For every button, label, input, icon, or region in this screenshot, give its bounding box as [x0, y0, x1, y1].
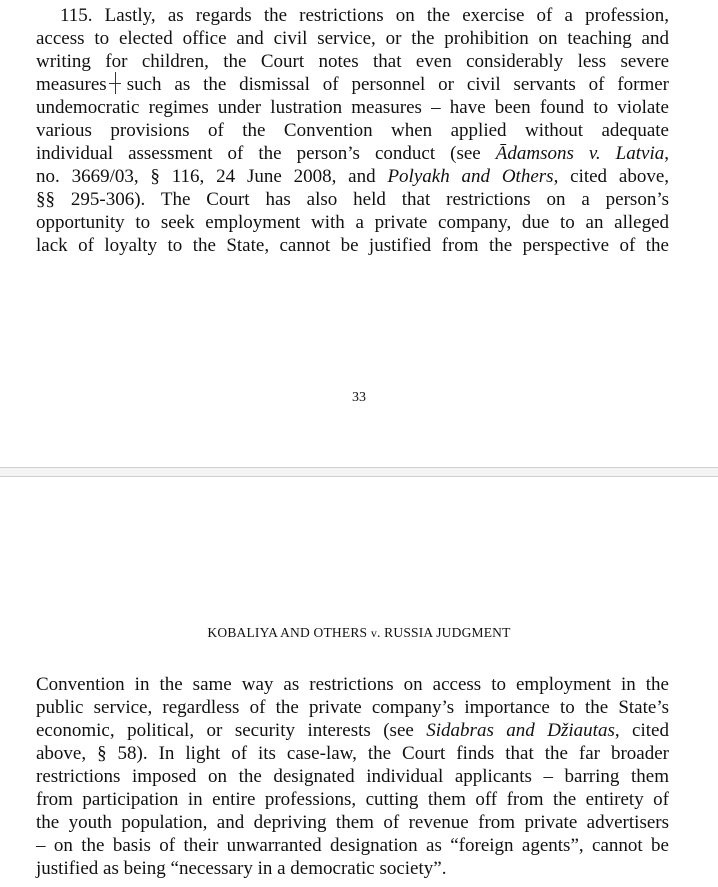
text-cursor-icon [111, 74, 121, 92]
running-header-suffix: . RUSSIA JUDGMENT [377, 625, 511, 640]
case-name-adamsons: Ādamsons v. Latvia [495, 143, 665, 164]
continuation-line-4: above, § 58). In light of its case-law, the Court finds that the far broader [36, 743, 669, 764]
continuation-line-7: the youth population, and depriving them of revenue from private advertisers [36, 812, 669, 833]
paragraph-115-line-4 [36, 73, 669, 96]
running-header [0, 625, 718, 641]
paragraph-115-line-5: undemocratic regimes under lustration measures – have been found to violate [36, 97, 669, 118]
line-8-end: , cited above, [553, 166, 669, 187]
case-name-polyakh: Polyakh and Others [387, 166, 554, 187]
line-4-end: such as the dismissal of personnel or civil servants of former [126, 74, 669, 95]
paragraph-115-line-7 [36, 142, 669, 165]
paragraph-115-line-11: lack of loyalty to the State, cannot be justified from the perspective of the [36, 235, 669, 256]
continuation-line-5: restrictions imposed on the designated individual applicants – barring them [36, 766, 669, 787]
continuation-line-1: Convention in the same way as restrictions on access to employment in the [36, 674, 669, 695]
continuation-line-6: from participation in entire professions, cutting them off from the entirety of [36, 789, 669, 810]
paragraph-115-line-2: access to elected office and civil service, or the prohibition on teaching and [36, 28, 669, 49]
line-3-end: , cited [614, 720, 669, 741]
paragraph-115-line-8 [36, 165, 669, 188]
running-header-v: v [370, 626, 378, 640]
page-separator [0, 467, 718, 477]
page-number: 33 [352, 390, 366, 405]
continuation-line-9: justified as being “necessary in a democratic society”. [36, 858, 447, 879]
continuation-line-2: public service, regardless of the private company’s importance to the State’s [36, 697, 669, 718]
paragraph-115-line-3: writing for children, the Court notes that even considerably less severe [36, 51, 669, 72]
paragraph-115-line-1: 115. Lastly, as regards the restrictions on the exercise of a profession, [60, 5, 669, 26]
line-3-text: economic, political, or security interests (see [36, 720, 414, 741]
line-7-text: individual assessment of the person’s conduct (see [36, 143, 481, 164]
continuation-line-3 [36, 719, 669, 742]
line-8-text: no. 3669/03, § 116, 24 June 2008, and [36, 166, 376, 187]
line-4-start: measures [36, 74, 107, 95]
continuation-line-8: – on the basis of their unwarranted designation as “foreign agents”, cannot be [36, 835, 669, 856]
running-header-title: KOBALIYA AND OTHERS [207, 625, 371, 640]
case-name-sidabras: Sidabras and Džiautas [426, 720, 615, 741]
line-7-comma: , [664, 143, 669, 164]
paragraph-115-line-10: opportunity to seek employment with a private company, due to an alleged [36, 212, 669, 233]
paragraph-115-line-6: various provisions of the Convention when applied without adequate [36, 120, 669, 141]
paragraph-115-line-9: §§ 295-306). The Court has also held that restrictions on a person’s [36, 189, 669, 210]
